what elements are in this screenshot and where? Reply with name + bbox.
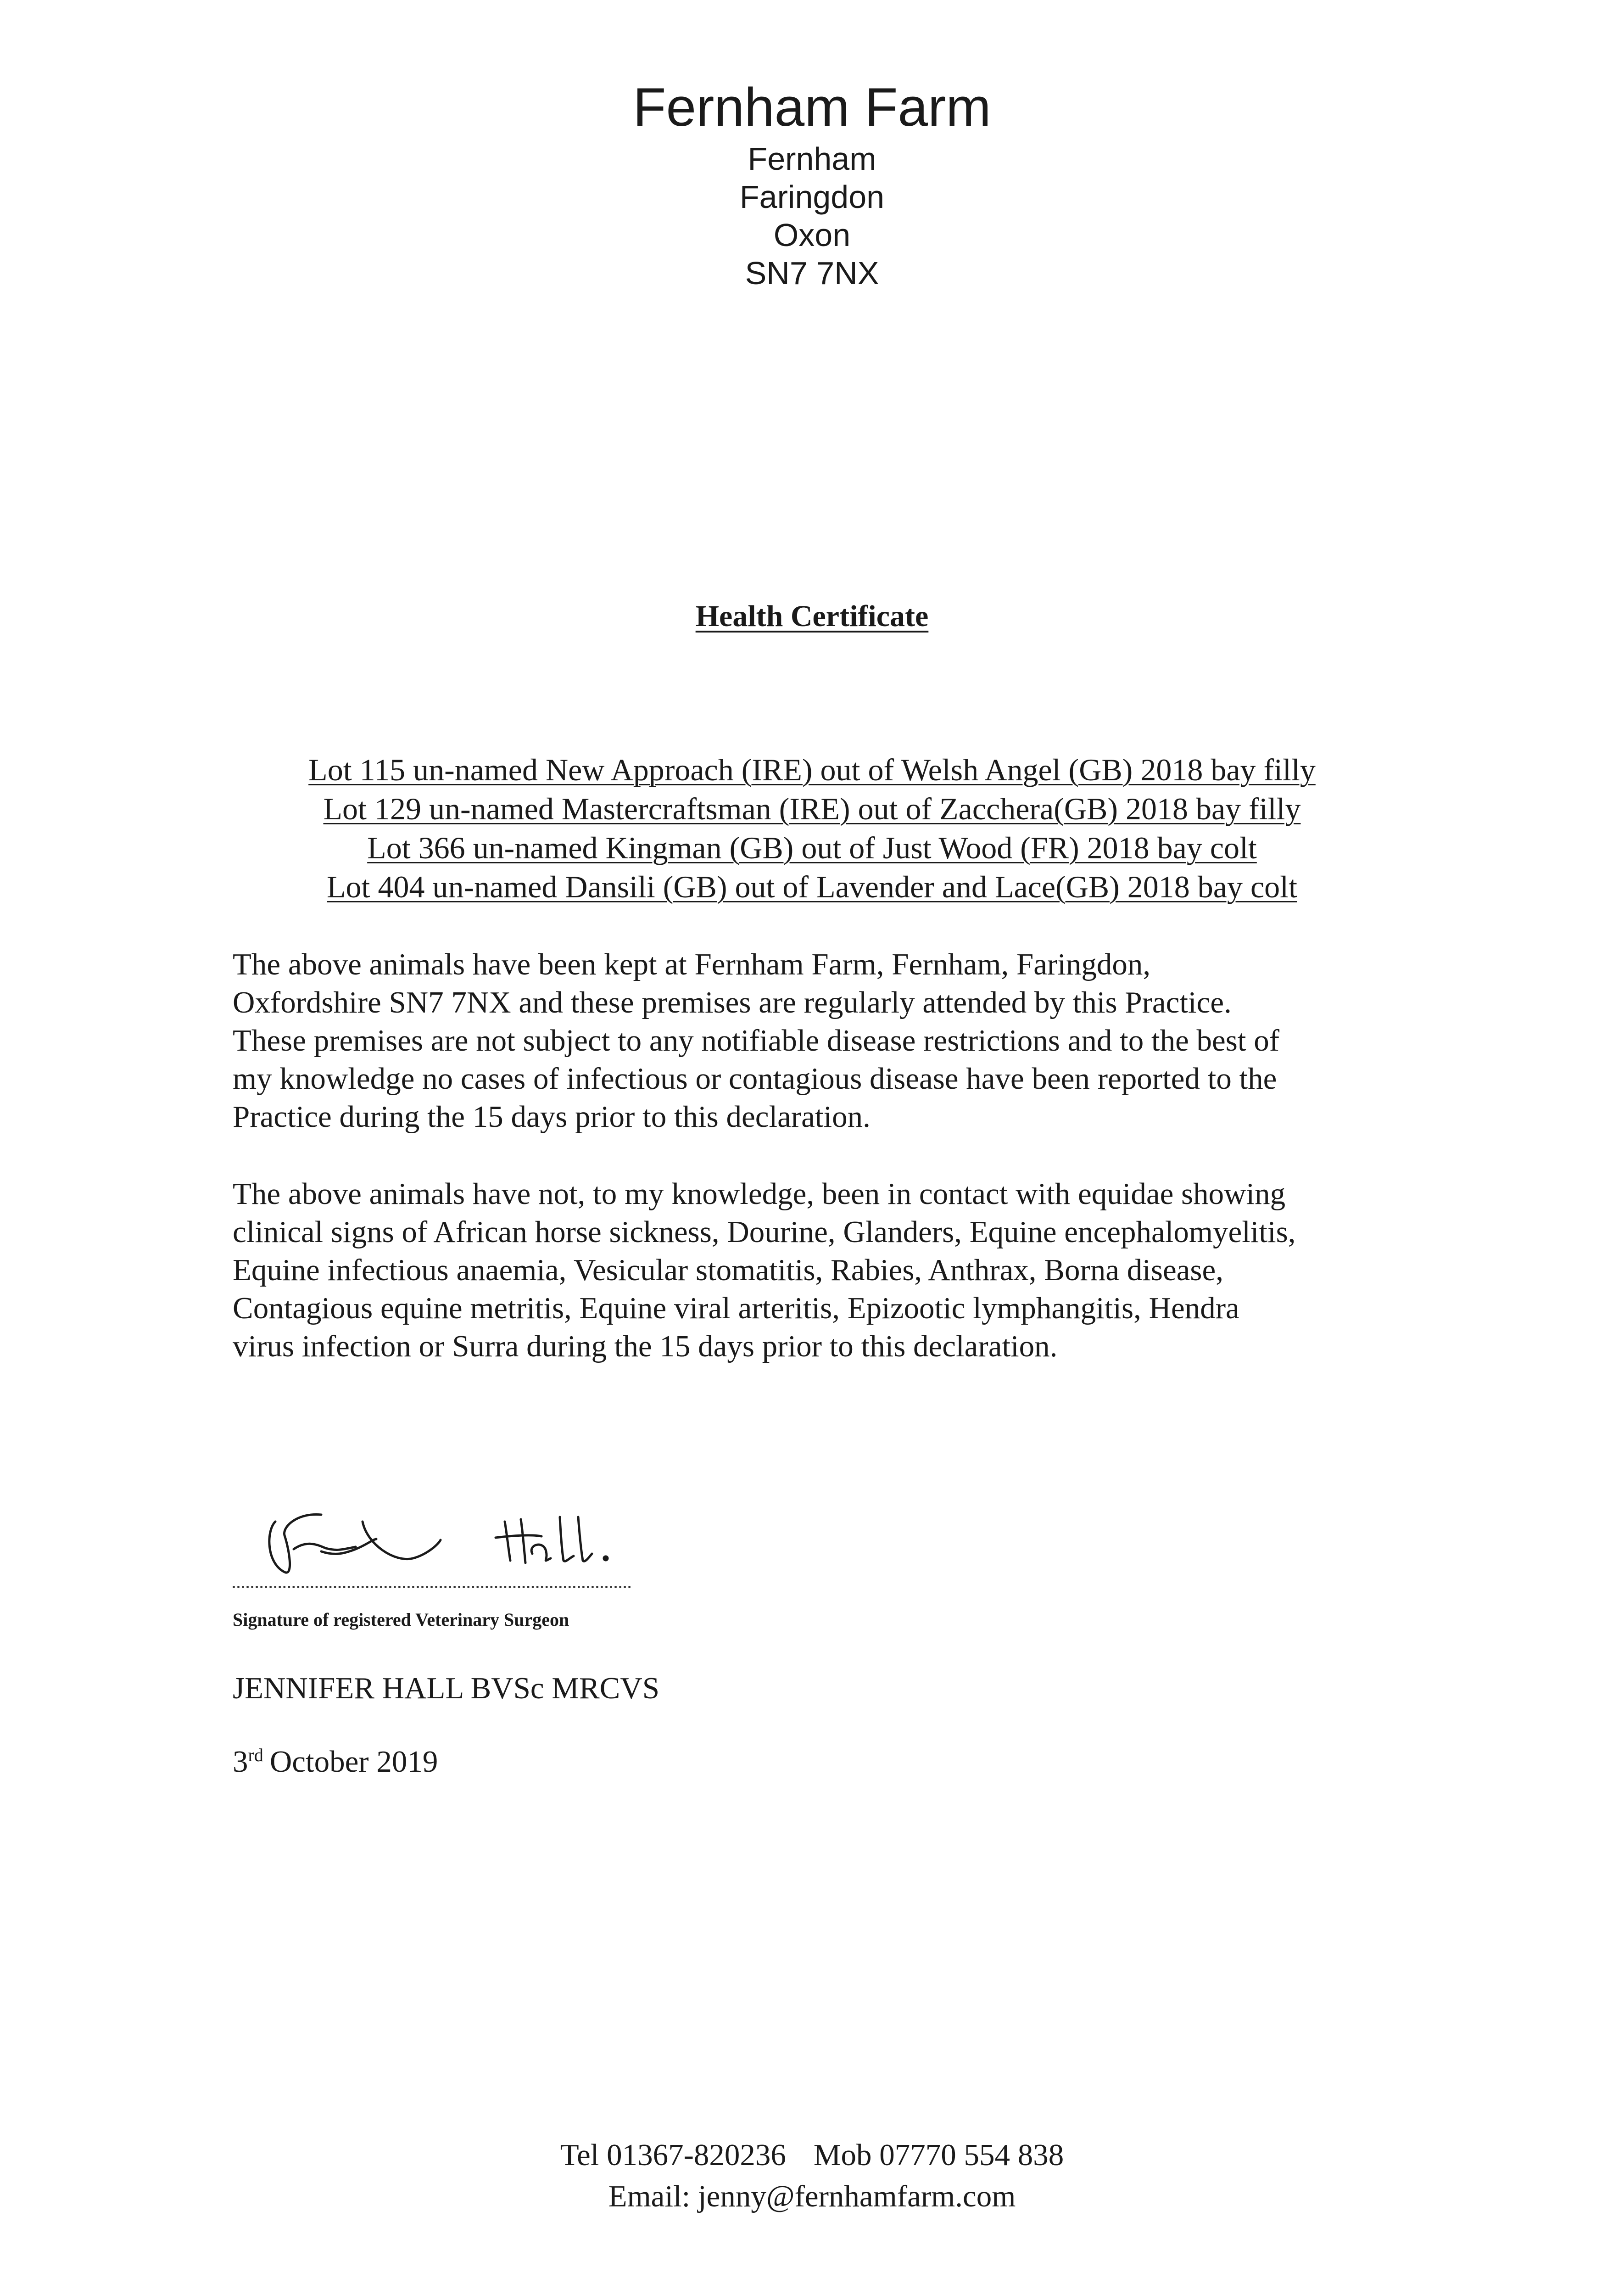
premises-declaration: [233, 946, 1407, 1136]
paragraph-line: virus infection or Surra during the 15 days prior to this declaration.: [233, 1329, 1058, 1363]
address-line: Oxon: [773, 217, 851, 253]
date-suffix: rd: [248, 1744, 263, 1765]
handwritten-signature: [257, 1494, 670, 1586]
disease-contact-declaration: [233, 1175, 1407, 1366]
phone-line: [0, 2134, 1624, 2176]
lot-item: Lot 129 un-named Mastercraftsman (IRE) out of Zacchera(GB) 2018 bay filly: [323, 791, 1301, 826]
paragraph-line: Contagious equine metritis, Equine viral arteritis, Epizootic lymphangitis, Hendra: [233, 1291, 1239, 1325]
farm-name: Fernham Farm: [633, 77, 991, 138]
contact-footer: [0, 2134, 1624, 2217]
paragraph-line: The above animals have been kept at Fernham Farm, Fernham, Faringdon,: [233, 947, 1151, 981]
certificate-date: [233, 1744, 438, 1780]
address-line: Fernham: [748, 141, 876, 177]
paragraph-line: clinical signs of African horse sickness, Dourine, Glanders, Equine encephalomyelitis,: [233, 1215, 1296, 1249]
lot-list: [0, 750, 1624, 907]
date-day: 3: [233, 1745, 248, 1779]
address-line: Faringdon: [739, 179, 885, 215]
vet-name: JENNIFER HALL BVSc MRCVS: [233, 1671, 660, 1705]
telephone: Tel 01367-820236: [560, 2138, 786, 2172]
paragraph-line: Equine infectious anaemia, Vesicular stomatitis, Rabies, Anthrax, Borna disease,: [233, 1253, 1223, 1287]
lot-item: Lot 366 un-named Kingman (GB) out of Just Wood (FR) 2018 bay colt: [367, 830, 1257, 865]
signature-line: [233, 1586, 631, 1588]
lot-item: Lot 115 un-named New Approach (IRE) out of Welsh Angel (GB) 2018 bay filly: [308, 752, 1316, 787]
paragraph-line: The above animals have not, to my knowledge, been in contact with equidae showing: [233, 1177, 1286, 1211]
mobile: Mob 07770 554 838: [813, 2138, 1064, 2172]
lot-item: Lot 404 un-named Dansili (GB) out of Lavender and Lace(GB) 2018 bay colt: [327, 869, 1297, 904]
paragraph-line: These premises are not subject to any notifiable disease restrictions and to the best of: [233, 1024, 1280, 1058]
address-line: SN7 7NX: [745, 255, 879, 291]
certificate-title: Health Certificate: [695, 599, 929, 633]
letterhead-address: [0, 140, 1624, 292]
signature-label: Signature of registered Veterinary Surgeon: [233, 1609, 569, 1630]
paragraph-line: Practice during the 15 days prior to this declaration.: [233, 1100, 871, 1134]
paragraph-line: Oxfordshire SN7 7NX and these premises are regularly attended by this Practice.: [233, 985, 1232, 1019]
email: Email: jenny@fernhamfarm.com: [608, 2179, 1016, 2213]
paragraph-line: my knowledge no cases of infectious or contagious disease have been reported to the: [233, 1062, 1277, 1096]
date-rest: October 2019: [269, 1745, 438, 1779]
